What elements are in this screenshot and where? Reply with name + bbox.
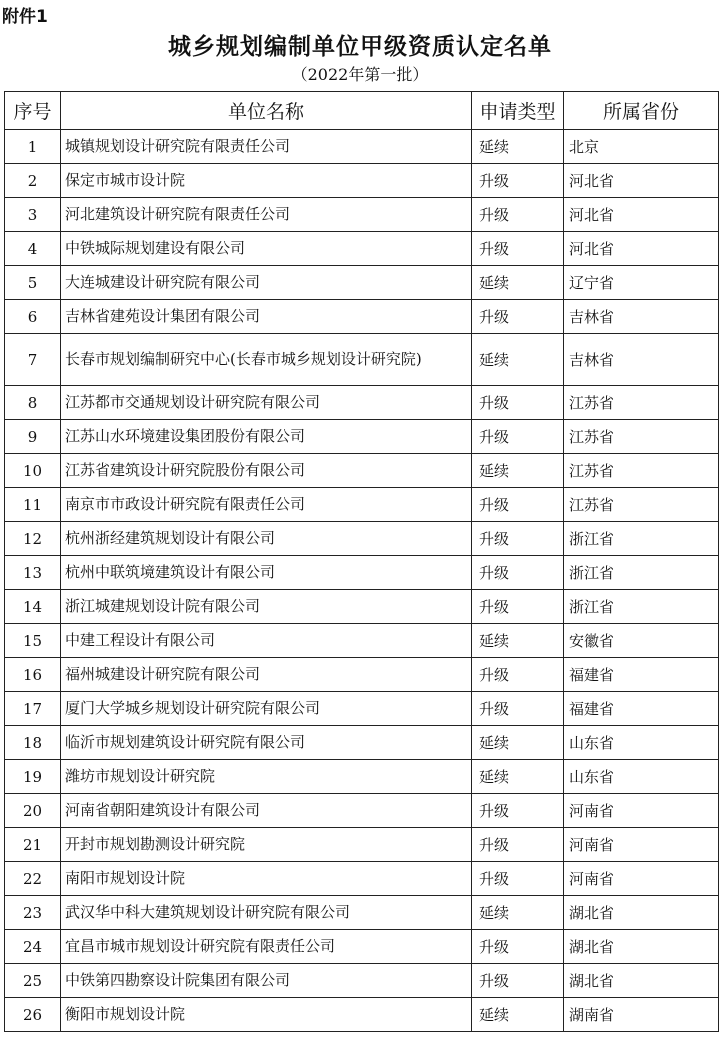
document-subtitle: （2022年第一批） (291, 65, 429, 84)
table-row (5, 828, 719, 862)
application-type-cell: 延续 (472, 266, 564, 300)
unit-name-cell: 潍坊市规划设计研究院 (61, 760, 472, 794)
table-body (5, 130, 719, 1032)
row-number-cell: 17 (5, 692, 61, 726)
province-cell: 江苏省 (564, 454, 719, 488)
row-number-cell: 3 (5, 198, 61, 232)
unit-name-cell: 宜昌市城市规划设计研究院有限责任公司 (61, 930, 472, 964)
row-number-cell: 4 (5, 232, 61, 266)
table-row (5, 420, 719, 454)
unit-name-cell: 中建工程设计有限公司 (61, 624, 472, 658)
row-number-cell: 11 (5, 488, 61, 522)
row-number-cell: 1 (5, 130, 61, 164)
table-row (5, 794, 719, 828)
table-row (5, 930, 719, 964)
unit-name-cell: 吉林省建苑设计集团有限公司 (61, 300, 472, 334)
row-number-cell: 7 (5, 334, 61, 386)
row-number-cell: 10 (5, 454, 61, 488)
province-cell: 山东省 (564, 760, 719, 794)
unit-name-cell: 杭州浙经建筑规划设计有限公司 (61, 522, 472, 556)
province-cell: 浙江省 (564, 590, 719, 624)
table-row (5, 760, 719, 794)
province-cell: 江苏省 (564, 386, 719, 420)
row-number-cell: 26 (5, 998, 61, 1032)
row-number-cell: 8 (5, 386, 61, 420)
application-type-cell: 延续 (472, 334, 564, 386)
province-cell: 河北省 (564, 232, 719, 266)
province-cell: 辽宁省 (564, 266, 719, 300)
table-row (5, 896, 719, 930)
province-cell: 吉林省 (564, 300, 719, 334)
province-cell: 浙江省 (564, 556, 719, 590)
row-number-cell: 18 (5, 726, 61, 760)
province-cell: 河南省 (564, 794, 719, 828)
table-row (5, 862, 719, 896)
table-row (5, 692, 719, 726)
table-row (5, 726, 719, 760)
row-number-cell: 19 (5, 760, 61, 794)
qualification-table (4, 91, 719, 1032)
application-type-cell: 延续 (472, 726, 564, 760)
unit-name-cell: 南阳市规划设计院 (61, 862, 472, 896)
unit-name-cell: 江苏省建筑设计研究院股份有限公司 (61, 454, 472, 488)
document-title: 城乡规划编制单位甲级资质认定名单 (168, 34, 552, 60)
unit-name-cell: 福州城建设计研究院有限公司 (61, 658, 472, 692)
province-cell: 福建省 (564, 658, 719, 692)
unit-name-cell: 大连城建设计研究院有限公司 (61, 266, 472, 300)
application-type-cell: 升级 (472, 556, 564, 590)
unit-name-cell: 厦门大学城乡规划设计研究院有限公司 (61, 692, 472, 726)
table-row (5, 998, 719, 1032)
unit-name-cell: 衡阳市规划设计院 (61, 998, 472, 1032)
table-row (5, 522, 719, 556)
row-number-cell: 15 (5, 624, 61, 658)
application-type-cell: 升级 (472, 300, 564, 334)
row-number-cell: 21 (5, 828, 61, 862)
unit-name-cell: 河南省朝阳建筑设计有限公司 (61, 794, 472, 828)
table-row (5, 300, 719, 334)
province-cell: 河北省 (564, 198, 719, 232)
row-number-cell: 6 (5, 300, 61, 334)
unit-name-cell: 中铁城际规划建设有限公司 (61, 232, 472, 266)
application-type-cell: 升级 (472, 522, 564, 556)
province-cell: 安徽省 (564, 624, 719, 658)
table-row (5, 454, 719, 488)
province-cell: 河南省 (564, 862, 719, 896)
table-row (5, 164, 719, 198)
column-header-type: 申请类型 (472, 92, 564, 130)
column-header-province: 所属省份 (564, 92, 719, 130)
unit-name-cell: 河北建筑设计研究院有限责任公司 (61, 198, 472, 232)
application-type-cell: 升级 (472, 232, 564, 266)
row-number-cell: 22 (5, 862, 61, 896)
table-row (5, 964, 719, 998)
application-type-cell: 延续 (472, 998, 564, 1032)
province-cell: 福建省 (564, 692, 719, 726)
table-row (5, 130, 719, 164)
row-number-cell: 20 (5, 794, 61, 828)
table-row (5, 334, 719, 386)
table-row (5, 658, 719, 692)
unit-name-cell: 保定市城市设计院 (61, 164, 472, 198)
application-type-cell: 升级 (472, 590, 564, 624)
application-type-cell: 升级 (472, 420, 564, 454)
table-row (5, 232, 719, 266)
unit-name-cell: 开封市规划勘测设计研究院 (61, 828, 472, 862)
unit-name-cell: 浙江城建规划设计院有限公司 (61, 590, 472, 624)
unit-name-cell: 临沂市规划建筑设计研究院有限公司 (61, 726, 472, 760)
row-number-cell: 16 (5, 658, 61, 692)
application-type-cell: 升级 (472, 930, 564, 964)
attachment-label: 附件1 (2, 7, 48, 27)
table-row (5, 198, 719, 232)
application-type-cell: 升级 (472, 692, 564, 726)
application-type-cell: 升级 (472, 794, 564, 828)
application-type-cell: 延续 (472, 130, 564, 164)
row-number-cell: 9 (5, 420, 61, 454)
table-row (5, 386, 719, 420)
application-type-cell: 升级 (472, 862, 564, 896)
application-type-cell: 延续 (472, 896, 564, 930)
row-number-cell: 23 (5, 896, 61, 930)
unit-name-cell: 长春市规划编制研究中心(长春市城乡规划设计研究院) (61, 334, 472, 386)
unit-name-cell: 城镇规划设计研究院有限责任公司 (61, 130, 472, 164)
province-cell: 湖北省 (564, 964, 719, 998)
unit-name-cell: 杭州中联筑境建筑设计有限公司 (61, 556, 472, 590)
unit-name-cell: 江苏都市交通规划设计研究院有限公司 (61, 386, 472, 420)
row-number-cell: 12 (5, 522, 61, 556)
table-row (5, 266, 719, 300)
province-cell: 湖北省 (564, 896, 719, 930)
province-cell: 浙江省 (564, 522, 719, 556)
row-number-cell: 14 (5, 590, 61, 624)
unit-name-cell: 武汉华中科大建筑规划设计研究院有限公司 (61, 896, 472, 930)
province-cell: 河北省 (564, 164, 719, 198)
application-type-cell: 升级 (472, 386, 564, 420)
table-row (5, 488, 719, 522)
row-number-cell: 24 (5, 930, 61, 964)
column-header-no: 序号 (5, 92, 61, 130)
province-cell: 河南省 (564, 828, 719, 862)
province-cell: 江苏省 (564, 420, 719, 454)
application-type-cell: 延续 (472, 624, 564, 658)
application-type-cell: 升级 (472, 198, 564, 232)
application-type-cell: 延续 (472, 760, 564, 794)
row-number-cell: 2 (5, 164, 61, 198)
table-row (5, 556, 719, 590)
application-type-cell: 延续 (472, 454, 564, 488)
province-cell: 吉林省 (564, 334, 719, 386)
unit-name-cell: 南京市市政设计研究院有限责任公司 (61, 488, 472, 522)
unit-name-cell: 江苏山水环境建设集团股份有限公司 (61, 420, 472, 454)
application-type-cell: 升级 (472, 164, 564, 198)
application-type-cell: 升级 (472, 964, 564, 998)
table-header-row (5, 92, 719, 130)
application-type-cell: 升级 (472, 658, 564, 692)
table-row (5, 590, 719, 624)
row-number-cell: 13 (5, 556, 61, 590)
row-number-cell: 25 (5, 964, 61, 998)
province-cell: 山东省 (564, 726, 719, 760)
province-cell: 湖北省 (564, 930, 719, 964)
column-header-name: 单位名称 (61, 92, 472, 130)
application-type-cell: 升级 (472, 828, 564, 862)
province-cell: 湖南省 (564, 998, 719, 1032)
unit-name-cell: 中铁第四勘察设计院集团有限公司 (61, 964, 472, 998)
table-row (5, 624, 719, 658)
row-number-cell: 5 (5, 266, 61, 300)
application-type-cell: 升级 (472, 488, 564, 522)
province-cell: 江苏省 (564, 488, 719, 522)
province-cell: 北京 (564, 130, 719, 164)
